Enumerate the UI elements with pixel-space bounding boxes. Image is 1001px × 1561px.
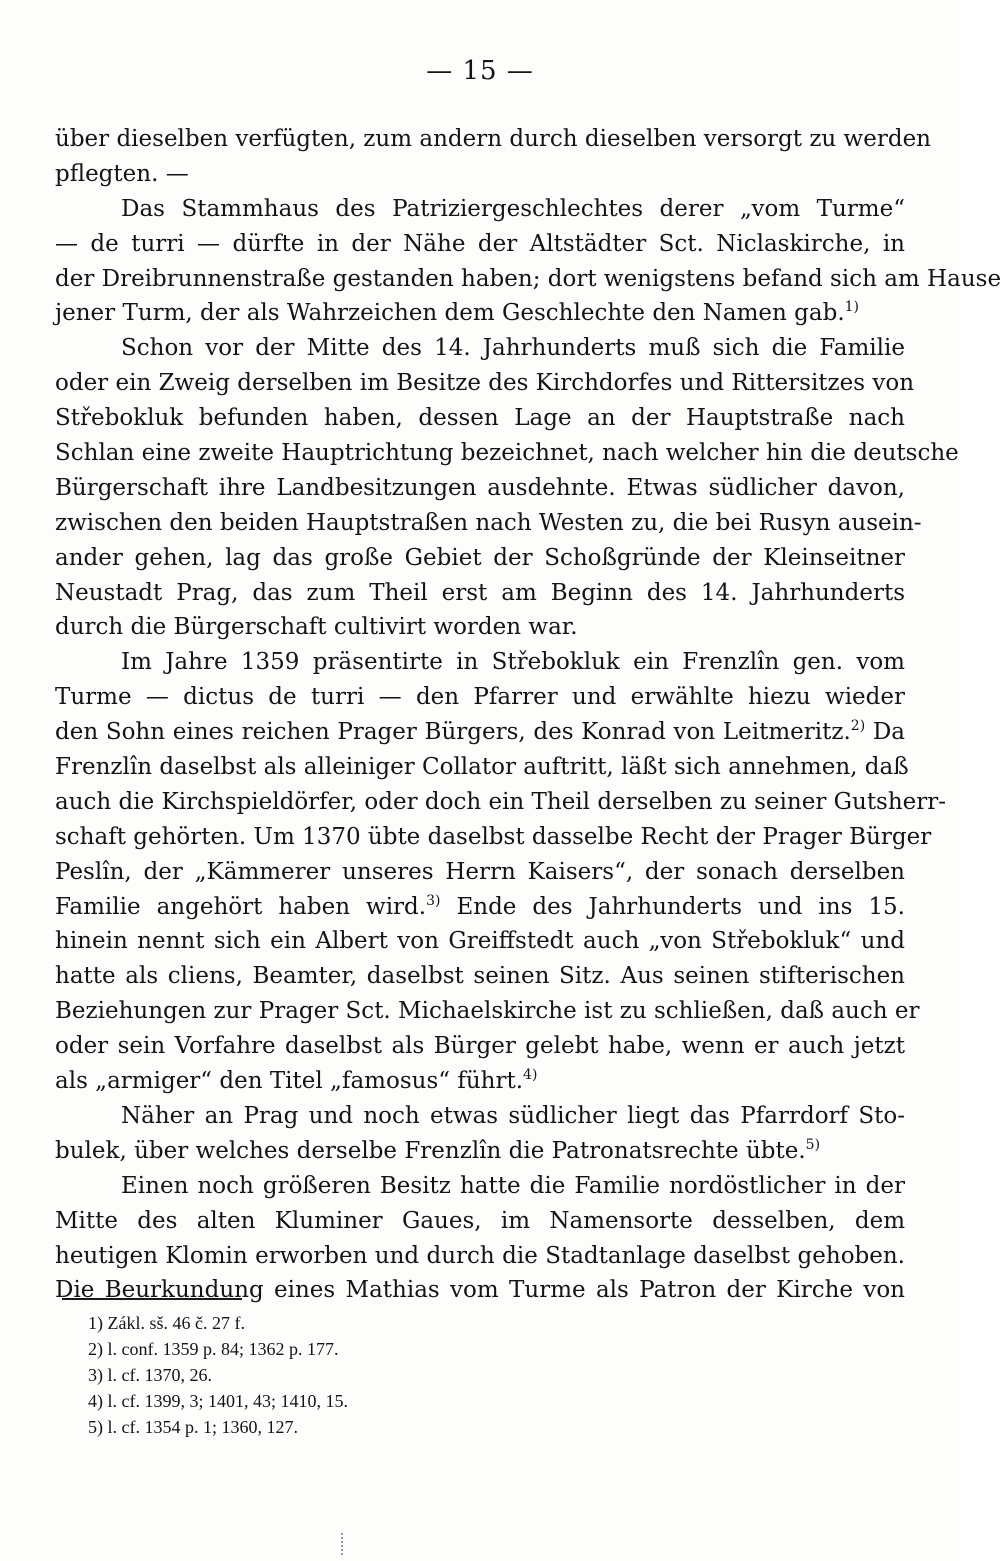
line-text: als „armiger“ den Titel „famosus“ führt.: [55, 1068, 524, 1095]
footnote: 1) Zákl. sš. 46 č. 27 f.: [88, 1313, 245, 1333]
line-text: Das Stammhaus des Patriziergeschlechtes derer „vom Turme“: [121, 195, 905, 222]
footnote: 2) l. conf. 1359 p. 84; 1362 p. 177.: [88, 1339, 339, 1359]
footnote-marker: 5): [805, 1136, 821, 1153]
text-line: [55, 1029, 905, 1064]
footnote-separator: [62, 1298, 242, 1300]
footnotes: [88, 1310, 608, 1440]
text-line: [55, 1273, 905, 1308]
line-text: Näher an Prag und noch etwas südlicher liegt das Pfarrdorf Sto-: [121, 1102, 905, 1129]
text-line: [55, 610, 905, 645]
text-line: [55, 157, 905, 192]
text-line: [55, 506, 922, 541]
line-text: Bürgerschaft ihre Landbesitzungen ausdehnte. Etwas südlicher davon,: [55, 474, 905, 501]
text-line: [55, 645, 905, 680]
text-line: [55, 924, 905, 959]
footnote: 5) l. cf. 1354 p. 1; 1360, 127.: [88, 1417, 298, 1437]
text-line: [55, 1134, 905, 1169]
line-text-tail: Da: [865, 719, 905, 746]
text-line: [55, 436, 959, 471]
text-line: [55, 331, 905, 366]
text-line: [55, 785, 947, 820]
text-line: [55, 890, 905, 925]
scan-mark: [341, 1533, 343, 1555]
text-line: [55, 192, 905, 227]
line-text: ander gehen, lag das große Gebiet der Schoßgründe der Kleinseitner: [55, 544, 905, 571]
footnote-marker: 1): [844, 299, 860, 316]
line-text: Schlan eine zweite Hauptrichtung bezeichnet, nach welcher hin die deutsche: [55, 440, 959, 467]
line-text: zwischen den beiden Hauptstraßen nach Westen zu, die bei Rusyn ausein-: [55, 509, 922, 536]
text-line: [55, 122, 931, 157]
line-text: hatte als cliens, Beamter, daselbst seinen Sitz. Aus seinen stifterischen: [55, 963, 905, 990]
footnote: 3) l. cf. 1370, 26.: [88, 1365, 212, 1385]
line-text: bulek, über welches derselbe Frenzlîn die Patronatsrechte übte.: [55, 1137, 806, 1164]
line-text: Turme — dictus de turri — den Pfarrer und erwählte hiezu wieder: [55, 684, 905, 711]
text-line: [55, 401, 905, 436]
text-line: [55, 715, 905, 750]
text-line: [55, 1099, 905, 1134]
page-number: — 15 —: [426, 56, 534, 86]
line-text: Schon vor der Mitte des 14. Jahrhunderts muß sich die Familie: [121, 335, 905, 362]
line-text: Frenzlîn daselbst als alleiniger Collator auftritt, läßt sich annehmen, daß: [55, 754, 909, 781]
footnote: 4) l. cf. 1399, 3; 1401, 43; 1410, 15.: [88, 1391, 348, 1411]
line-text: den Sohn eines reichen Prager Bürgers, des Konrad von Leitmeritz.: [55, 719, 851, 746]
line-text: Familie angehört haben wird.: [55, 893, 427, 920]
text-line: [55, 680, 905, 715]
line-text: Beziehungen zur Prager Sct. Michaelskirche ist zu schließen, daß auch er: [55, 998, 920, 1025]
text-line: [55, 750, 909, 785]
line-text: auch die Kirchspieldörfer, oder doch ein Theil derselben zu seiner Gutsherr-: [55, 788, 947, 815]
text-line: [55, 227, 905, 262]
line-text: oder ein Zweig derselben im Besitze des Kirchdorfes und Rittersitzes von: [55, 370, 915, 397]
line-text: der Dreibrunnenstraße gestanden haben; dort wenigstens befand sich am Hause: [55, 265, 1001, 292]
line-text: schaft gehörten. Um 1370 übte daselbst dasselbe Recht der Prager Bürger: [55, 823, 932, 850]
line-text: hinein nennt sich ein Albert von Greiffstedt auch „von Střebokluk“ und: [55, 928, 905, 955]
line-text: jener Turm, der als Wahrzeichen dem Geschlechte den Namen gab.: [55, 300, 845, 327]
line-text: Die Beurkundung eines Mathias vom Turme als Patron der Kirche von: [55, 1277, 905, 1304]
text-line: [55, 471, 905, 506]
text-line: [55, 576, 905, 611]
text-line: [55, 1169, 905, 1204]
line-text: über dieselben verfügten, zum andern durch dieselben versorgt zu werden: [55, 126, 931, 152]
line-text: Einen noch größeren Besitz hatte die Familie nordöstlicher in der: [121, 1172, 905, 1199]
footnote-marker: 2): [850, 718, 866, 735]
line-text-tail: Ende des Jahrhunderts und ins 15.: [440, 893, 905, 920]
line-text: Peslîn, der „Kämmerer unseres Herrn Kaisers“, der sonach derselben: [55, 858, 905, 885]
text-line: [55, 959, 905, 994]
line-text: pflegten. —: [55, 160, 189, 187]
text-line: [55, 994, 920, 1029]
line-text: oder sein Vorfahre daselbst als Bürger gelebt habe, wenn er auch jetzt: [55, 1033, 905, 1060]
text-line: [55, 820, 932, 855]
footnote-marker: 4): [523, 1067, 538, 1084]
line-text: Im Jahre 1359 präsentirte in Střebokluk ein Frenzlîn gen. vom: [121, 649, 905, 676]
line-text: durch die Bürgerschaft cultivirt worden war.: [55, 614, 578, 641]
footnote-marker: 3): [426, 892, 441, 909]
text-line: [55, 262, 1001, 297]
text-line: [55, 541, 905, 576]
text-line: [55, 1204, 905, 1239]
text-line: [55, 1239, 905, 1274]
line-text: heutigen Klomin erworben und durch die Stadtanlage daselbst gehoben.: [55, 1242, 905, 1269]
line-text: Střebokluk befunden haben, dessen Lage an der Hauptstraße nach: [55, 405, 905, 432]
line-text: — de turri — dürfte in der Nähe der Altstädter Sct. Niclaskirche, in: [55, 230, 905, 257]
text-line: [55, 366, 915, 401]
text-line: [55, 1064, 905, 1099]
body-text: [55, 122, 1001, 1308]
text-line: [55, 855, 905, 890]
line-text: Mitte des alten Kluminer Gaues, im Namensorte desselben, dem: [55, 1207, 905, 1234]
line-text: Neustadt Prag, das zum Theil erst am Beginn des 14. Jahrhunderts: [55, 579, 905, 606]
text-line: [55, 296, 905, 331]
